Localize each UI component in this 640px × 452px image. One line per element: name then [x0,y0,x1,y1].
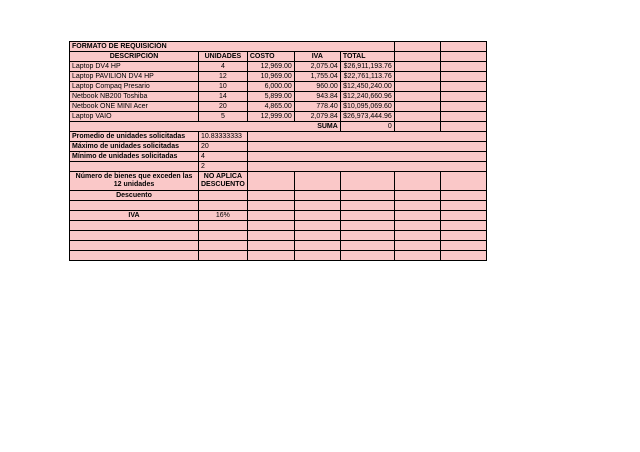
cell[interactable] [394,62,440,72]
cell[interactable] [294,172,340,191]
cell[interactable] [440,251,486,261]
item-total[interactable]: $26,911,193.76 [340,62,394,72]
item-iva[interactable]: 2,075.04 [294,62,340,72]
no-aplica-label[interactable]: NO APLICA DESCUENTO [199,172,248,191]
item-unidades[interactable]: 20 [199,102,248,112]
table-row [70,92,487,102]
cell[interactable] [340,221,394,231]
item-costo[interactable]: 5,899.00 [247,92,294,102]
iva-label[interactable]: IVA [70,211,199,221]
item-total[interactable]: $12,240,660.96 [340,92,394,102]
cell[interactable] [394,241,440,251]
item-descripcion[interactable]: Netbook NB200 Toshiba [70,92,199,102]
header-total[interactable]: TOTAL [340,52,394,62]
header-costo[interactable]: COSTO [247,52,294,62]
cell[interactable] [247,221,294,231]
item-unidades[interactable]: 10 [199,82,248,92]
cell[interactable] [294,211,340,221]
cell[interactable] [394,251,440,261]
sheet-title[interactable]: FORMATO DE REQUISICIÓN [70,42,395,52]
maximo-value[interactable]: 20 [199,142,248,152]
cell[interactable] [247,211,294,221]
maximo-label[interactable]: Máximo de unidades solicitadas [70,142,199,152]
cell[interactable] [340,251,394,261]
cell[interactable] [440,62,486,72]
empty-row [70,251,487,261]
header-unidades[interactable]: UNIDADES [199,52,248,62]
item-iva[interactable]: 2,079.84 [294,112,340,122]
cell[interactable] [394,172,440,191]
cell[interactable] [440,92,486,102]
cell[interactable] [394,112,440,122]
table-row [70,102,487,112]
cell[interactable] [294,191,340,201]
empty-row [70,241,487,251]
cell[interactable] [440,221,486,231]
cell[interactable] [70,201,199,211]
cell[interactable] [394,92,440,102]
cell[interactable] [199,231,248,241]
minimo-value[interactable]: 4 [199,152,248,162]
cell[interactable] [70,231,199,241]
table-row [70,112,487,122]
cell[interactable] [70,162,199,172]
bienes-label[interactable]: Número de bienes que exceden las 12 unidades [70,172,199,191]
cell[interactable] [394,122,440,132]
cell[interactable] [440,172,486,191]
empty-row [70,221,487,231]
stat-row [70,142,487,152]
cell[interactable] [394,42,440,52]
cell[interactable] [199,221,248,231]
cell[interactable] [440,102,486,112]
cell[interactable] [440,211,486,221]
empty-row [70,231,487,241]
bienes-row [70,172,487,191]
cell[interactable] [294,251,340,261]
empty-row [70,201,487,211]
cell[interactable] [340,241,394,251]
cell[interactable] [394,191,440,201]
table-row [70,62,487,72]
item-costo[interactable]: 12,969.00 [247,62,294,72]
item-iva[interactable]: 1,755.04 [294,72,340,82]
cell[interactable] [294,241,340,251]
blank-row-value[interactable]: 2 [199,162,248,172]
item-descripcion[interactable]: Netbook ONE MINI Acer [70,102,199,112]
item-costo[interactable]: 12,999.00 [247,112,294,122]
cell[interactable] [340,201,394,211]
cell[interactable] [440,122,486,132]
minimo-label[interactable]: Mínimo de unidades solicitadas [70,152,199,162]
cell[interactable] [247,191,294,201]
header-row [70,52,487,62]
table-row [70,82,487,92]
suma-value[interactable]: 0 [340,122,394,132]
cell[interactable] [199,251,248,261]
promedio-value[interactable]: 10.83333333 [199,132,248,142]
item-unidades[interactable]: 5 [199,112,248,122]
cell[interactable] [294,201,340,211]
cell[interactable] [340,211,394,221]
cell[interactable] [394,201,440,211]
table-row [70,72,487,82]
cell[interactable] [247,162,486,172]
descuento-row [70,191,487,201]
cell[interactable] [440,241,486,251]
item-total[interactable]: $26,973,444.96 [340,112,394,122]
cell[interactable] [199,241,248,251]
item-costo[interactable]: 10,969.00 [247,72,294,82]
cell[interactable] [199,201,248,211]
item-iva[interactable]: 960.00 [294,82,340,92]
cell[interactable] [199,191,248,201]
cell[interactable] [70,241,199,251]
cell[interactable] [70,221,199,231]
cell[interactable] [440,201,486,211]
cell[interactable] [70,251,199,261]
iva-row [70,211,487,221]
item-descripcion[interactable]: Laptop Compaq Presario [70,82,199,92]
cell[interactable] [247,172,294,191]
cell[interactable] [394,211,440,221]
item-descripcion[interactable]: Laptop PAVILION DV4 HP [70,72,199,82]
cell[interactable] [440,52,486,62]
iva-value[interactable]: 16% [199,211,248,221]
cell[interactable] [440,42,486,52]
cell[interactable] [440,112,486,122]
item-unidades[interactable]: 14 [199,92,248,102]
descuento-label[interactable]: Descuento [70,191,199,201]
cell[interactable] [247,142,486,152]
item-total[interactable]: $12,450,240.00 [340,82,394,92]
stat-row [70,162,487,172]
cell[interactable] [247,132,486,142]
item-costo[interactable]: 6,000.00 [247,82,294,92]
stat-row [70,132,487,142]
cell[interactable] [247,241,294,251]
cell[interactable] [247,231,294,241]
cell[interactable] [247,251,294,261]
suma-row [70,122,487,132]
item-unidades[interactable]: 12 [199,72,248,82]
item-iva[interactable]: 943.84 [294,92,340,102]
title-row [70,42,487,52]
cell[interactable] [394,52,440,62]
cell[interactable] [440,191,486,201]
cell[interactable] [340,231,394,241]
item-total[interactable]: $22,761,113.76 [340,72,394,82]
cell[interactable] [294,221,340,231]
cell[interactable] [394,231,440,241]
cell[interactable] [394,102,440,112]
item-total[interactable]: $10,095,069.60 [340,102,394,112]
promedio-label[interactable]: Promedio de unidades solicitadas [70,132,199,142]
suma-label[interactable]: SUMA [70,122,341,132]
cell[interactable] [440,231,486,241]
cell[interactable] [340,191,394,201]
header-descripcion[interactable]: DESCRIPCIÓN [70,52,199,62]
cell[interactable] [340,172,394,191]
item-costo[interactable]: 4,865.00 [247,102,294,112]
item-descripcion[interactable]: Laptop VAIO [70,112,199,122]
cell[interactable] [440,82,486,92]
cell[interactable] [394,221,440,231]
cell[interactable] [294,231,340,241]
cell[interactable] [394,72,440,82]
cell[interactable] [394,82,440,92]
cell[interactable] [440,72,486,82]
cell[interactable] [247,152,486,162]
header-iva[interactable]: IVA [294,52,340,62]
spreadsheet-table [69,41,487,261]
item-unidades[interactable]: 4 [199,62,248,72]
item-iva[interactable]: 778.40 [294,102,340,112]
cell[interactable] [247,201,294,211]
item-descripcion[interactable]: Laptop DV4 HP [70,62,199,72]
stat-row [70,152,487,162]
